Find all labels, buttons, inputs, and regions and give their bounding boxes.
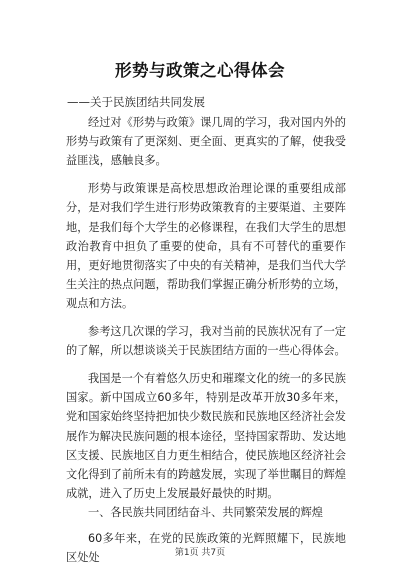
paragraph-reference: 参考这几次课的学习，我对当前的民族状况有了一定的了解，所以想谈谈关于民族团结方面的一些心得体会。: [66, 325, 346, 358]
paragraph-course: 形势与政策课是高校思想政治理论课的重要组成部分，是对我们学生进行形势政策教育的主要渠道、主要阵地，是我们每个大学生的必修课程，在我们大学生的思想政治教育中担负了重要的使命，具有不可替代的重要作用，更好地贯彻落实了中央的有关精神，是我们当代大学生关注的热点问题，帮助我们掌握正确分析形势的立场，观点和方法。: [66, 182, 346, 311]
document-body: [66, 113, 346, 567]
page-footer: 第1页 共7页: [174, 548, 226, 558]
paragraph-country: 我国是一个有着悠久历史和璀璨文化的统一的多民族国家。新中国成立60多年，特别是改革开放30多年来，党和国家始终坚持把加快少数民族和民族地区经济社会发展作为解决民族问题的根本途径，坚持国家帮助、发达地区支援、民族地区自力更生相结合，使民族地区经济社会文化得到了前所未有的跨越发展，实现了举世瞩目的辉煌成就，进入了历史上发展最好最快的时期。: [66, 371, 346, 501]
document-subtitle: ——关于民族团结共同发展: [67, 95, 205, 109]
paragraph-achievements: 60多年来，在党的民族政策的光辉照耀下，民族地区处处: [66, 531, 346, 564]
document-title: 形势与政策之心得体会: [115, 61, 285, 80]
paragraph-intro: 经过对《形势与政策》课几周的学习，我对国内外的形势与政策有了更深刻、更全面、更真实的了解，使我受益匪浅，感触良多。: [66, 116, 346, 168]
section-heading: 一、各民族共同团结奋斗、共同繁荣发展的辉煌: [88, 506, 323, 520]
